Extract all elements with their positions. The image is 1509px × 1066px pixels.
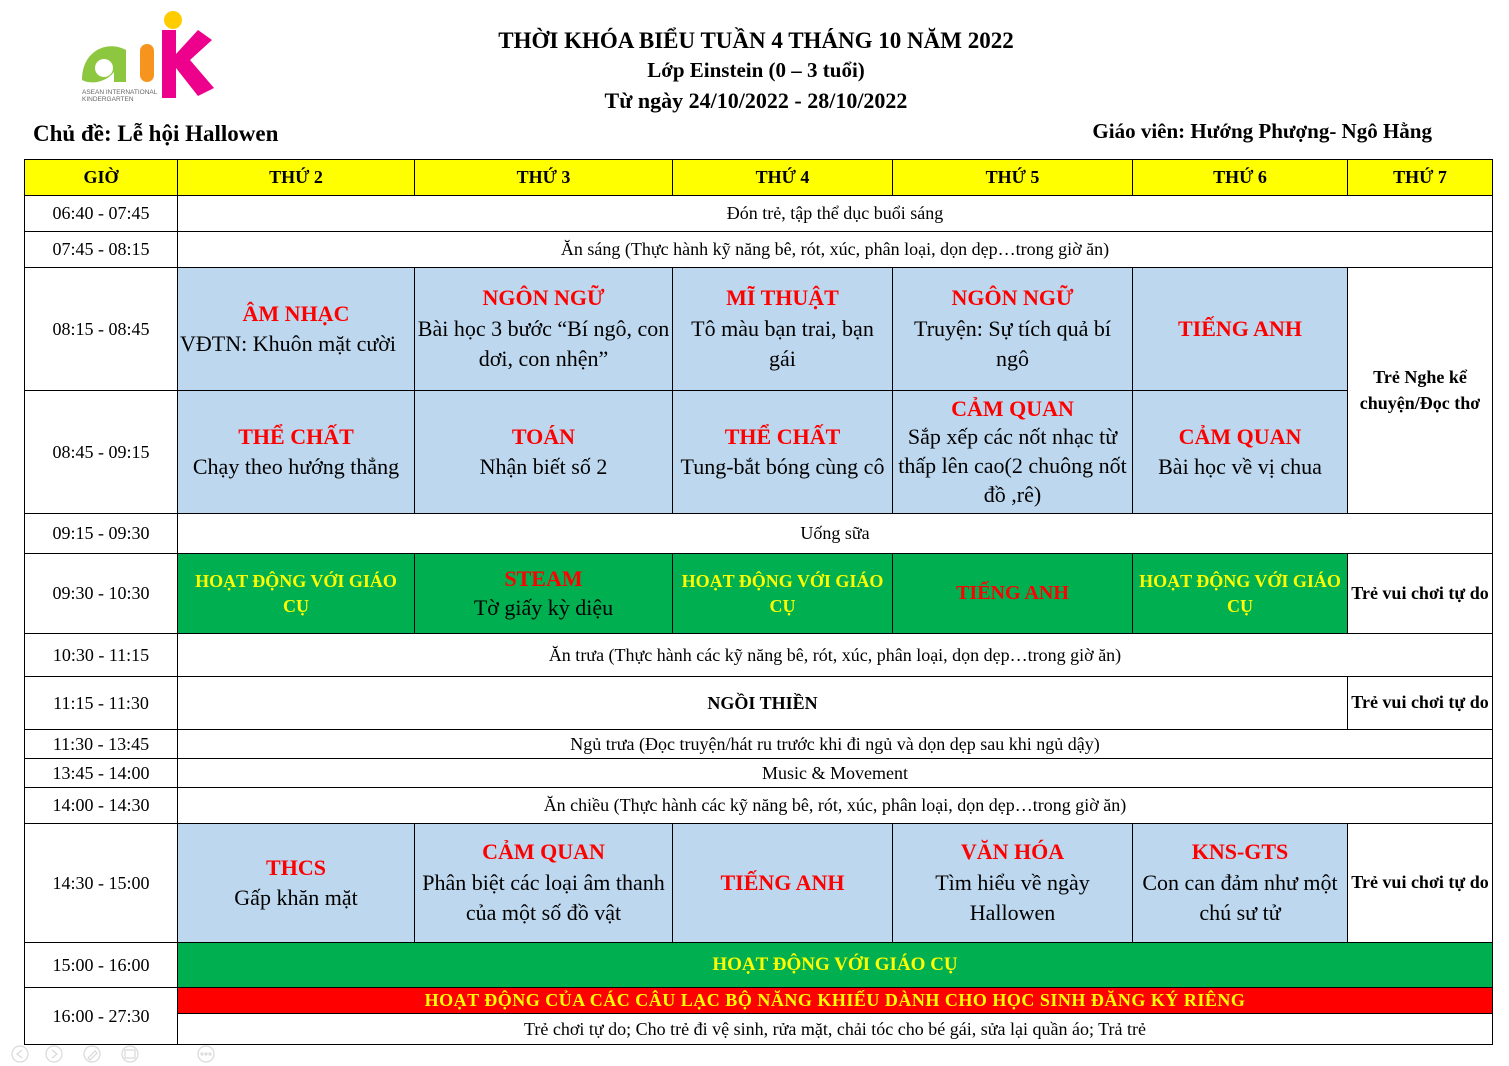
lesson-cell	[1133, 391, 1348, 514]
saturday-cell: Trẻ Nghe kể chuyện/Đọc thơ	[1348, 268, 1493, 514]
activity-cell: Ăn chiều (Thực hành các kỹ năng bê, rót, xúc, phân loại, dọn dẹp…trong giờ ăn)	[178, 788, 1493, 824]
activity-cell: Ăn trưa (Thực hành các kỹ năng bê, rót, xúc, phân loại, dọn dẹp…trong giờ ăn)	[178, 634, 1493, 677]
activity-cell: Ăn sáng (Thực hành kỹ năng bê, rót, xúc, phân loại, dọn dẹp…trong giờ ăn)	[178, 232, 1493, 268]
lesson-cell	[673, 824, 893, 943]
lesson-detail: Con can đảm như một chú sư tử	[1142, 869, 1338, 926]
table-row	[25, 943, 1493, 988]
schedule-title: THỜI KHÓA BIỂU TUẦN 4 THÁNG 10 NĂM 2022	[498, 28, 1014, 53]
time-cell: 09:30 - 10:30	[25, 554, 178, 634]
table-row	[25, 554, 1493, 634]
club-activity-bar: HOẠT ĐỘNG CỦA CÁC CÂU LẠC BỘ NĂNG KHIẾU DÀNH CHO HỌC SINH ĐĂNG KÝ RIÊNG	[178, 988, 1493, 1014]
class-name: Lớp Einstein (0 – 3 tuổi)	[647, 58, 865, 82]
subject-title: ÂM NHẠC	[242, 300, 350, 326]
saturday-cell: Trẻ vui chơi tự do	[1348, 677, 1493, 730]
lesson-detail: Bài học về vị chua	[1158, 454, 1322, 479]
lesson-cell	[1133, 824, 1348, 943]
activity-cell: NGỒI THIỀN	[178, 677, 1348, 730]
pen-icon[interactable]	[84, 1046, 100, 1062]
table-row	[25, 196, 1493, 232]
subject-title: CẢM QUAN	[951, 395, 1074, 421]
subject-title: STEAM	[504, 565, 583, 591]
lesson-detail: Tìm hiểu về ngày Hallowen	[935, 869, 1090, 926]
col-header-mon: THỨ 2	[178, 160, 415, 196]
subject-title: TOÁN	[511, 423, 576, 449]
time-cell: 08:15 - 08:45	[25, 268, 178, 391]
lesson-detail: Bài học 3 bước “Bí ngô, con dơi, con nhện”	[417, 315, 670, 372]
subject-title: THỂ CHẤT	[238, 423, 354, 449]
activity-cell: Music & Movement	[178, 759, 1493, 788]
subject-title: THỂ CHẤT	[724, 423, 841, 449]
subject-title: NGÔN NGỮ	[951, 285, 1074, 311]
saturday-cell: Trẻ vui chơi tự do	[1348, 824, 1493, 943]
time-cell: 14:00 - 14:30	[25, 788, 178, 824]
lesson-detail: Phân biệt các loại âm thanh của một số đồ vật	[422, 869, 665, 926]
lesson-cell	[1133, 268, 1348, 391]
table-row	[25, 788, 1493, 824]
table-row	[25, 268, 1493, 391]
lesson-cell	[415, 824, 673, 943]
time-cell: 13:45 - 14:00	[25, 759, 178, 788]
table-row	[25, 634, 1493, 677]
lesson-detail: Sắp xếp các nốt nhạc từ thấp lên cao(2 chuông nốt đồ ,rê)	[898, 424, 1127, 507]
lesson-detail: Chạy theo hướng thẳng	[192, 454, 400, 479]
col-header-sat: THỨ 7	[1348, 160, 1493, 196]
table-row	[25, 677, 1493, 730]
lesson-detail: Gấp khăn mặt	[234, 885, 358, 910]
subject-title: CẢM QUAN	[482, 839, 605, 865]
time-cell: 16:00 - 27:30	[25, 988, 178, 1045]
col-header-wed: THỨ 4	[673, 160, 893, 196]
lesson-cell	[178, 391, 415, 514]
logo-caption: ASEAN INTERNATIONAL	[82, 89, 158, 96]
lesson-detail: Truyện: Sự tích quả bí ngô	[914, 315, 1111, 372]
lesson-cell	[178, 268, 415, 391]
time-cell: 10:30 - 11:15	[25, 634, 178, 677]
saturday-cell: Trẻ vui chơi tự do	[1348, 554, 1493, 634]
subject-title: TIẾNG ANH	[720, 869, 845, 895]
lesson-cell	[893, 268, 1133, 391]
teacher-label: Giáo viên: Hướng Phượng- Ngô Hằng	[1092, 119, 1432, 143]
lesson-cell	[673, 391, 893, 514]
activity-cell: HOẠT ĐỘNG VỚI GIÁO CỤ	[673, 554, 893, 634]
topic-label: Chủ đề: Lễ hội Hallowen	[33, 121, 279, 146]
lesson-detail: Tờ giấy kỳ diệu	[473, 594, 614, 620]
time-cell: 08:45 - 09:15	[25, 391, 178, 514]
activity-cell	[415, 554, 673, 634]
slides-icon[interactable]	[122, 1046, 138, 1062]
time-cell: 11:15 - 11:30	[25, 677, 178, 730]
lesson-detail: Nhận biết số 2	[479, 454, 608, 479]
table-row	[25, 730, 1493, 759]
time-cell: 06:40 - 07:45	[25, 196, 178, 232]
table-row	[25, 988, 1493, 1014]
more-icon[interactable]	[198, 1046, 214, 1062]
activity-cell: Đón trẻ, tập thể dục buổi sáng	[178, 196, 1493, 232]
header-row	[25, 160, 1493, 196]
subject-title: TIẾNG ANH	[1177, 315, 1303, 341]
lesson-detail: Tung-bắt bóng cùng cô	[680, 454, 885, 479]
subject-title: CẢM QUAN	[1178, 423, 1302, 449]
table-row	[25, 759, 1493, 788]
lesson-cell	[673, 268, 893, 391]
col-header-time: GIỜ	[25, 160, 178, 196]
subject-title: KNS-GTS	[1191, 839, 1289, 865]
lesson-detail: Tô màu bạn trai, bạn gái	[691, 315, 874, 372]
lesson-cell	[178, 824, 415, 943]
subject-title: THCS	[266, 854, 326, 880]
table-row	[25, 824, 1493, 943]
forward-icon[interactable]	[46, 1046, 62, 1062]
lesson-cell	[893, 391, 1133, 514]
activity-cell: Uống sữa	[178, 514, 1493, 554]
col-header-fri: THỨ 6	[1133, 160, 1348, 196]
logo-caption-2: KINDERGARTEN	[82, 96, 134, 103]
timetable	[24, 159, 1493, 1045]
time-cell: 14:30 - 15:00	[25, 824, 178, 943]
activity-cell: HOẠT ĐỘNG VỚI GIÁO CỤ	[1133, 554, 1348, 634]
subject-title: NGÔN NGỮ	[482, 285, 605, 311]
time-cell: 11:30 - 13:45	[25, 730, 178, 759]
subject-title: MĨ THUẬT	[726, 285, 839, 311]
table-row	[25, 391, 1493, 514]
lesson-cell	[893, 824, 1133, 943]
activity-cell: Ngủ trưa (Đọc truyện/hát ru trước khi đi ngủ và dọn dẹp sau khi ngủ dậy)	[178, 730, 1493, 759]
activity-cell: Trẻ chơi tự do; Cho trẻ đi vệ sinh, rửa mặt, chải tóc cho bé gái, sửa lại quần áo; Trả trẻ	[178, 1014, 1493, 1045]
time-cell: 15:00 - 16:00	[25, 943, 178, 988]
slideshow-controls	[6, 1044, 226, 1064]
lesson-cell	[415, 391, 673, 514]
activity-cell: HOẠT ĐỘNG VỚI GIÁO CỤ	[178, 943, 1493, 988]
lesson-cell	[415, 268, 673, 391]
date-range: Từ ngày 24/10/2022 - 28/10/2022	[604, 88, 908, 113]
lesson-detail: VĐTN: Khuôn mặt cười	[180, 331, 397, 356]
time-cell: 09:15 - 09:30	[25, 514, 178, 554]
table-row	[25, 232, 1493, 268]
back-icon[interactable]	[12, 1046, 28, 1062]
time-cell: 07:45 - 08:15	[25, 232, 178, 268]
activity-cell: HOẠT ĐỘNG VỚI GIÁO CỤ	[178, 554, 415, 634]
table-row	[25, 514, 1493, 554]
col-header-tue: THỨ 3	[415, 160, 673, 196]
table-row	[25, 1014, 1493, 1045]
subject-title: VĂN HÓA	[960, 839, 1065, 865]
col-header-thu: THỨ 5	[893, 160, 1133, 196]
activity-cell: TIẾNG ANH	[893, 554, 1133, 634]
